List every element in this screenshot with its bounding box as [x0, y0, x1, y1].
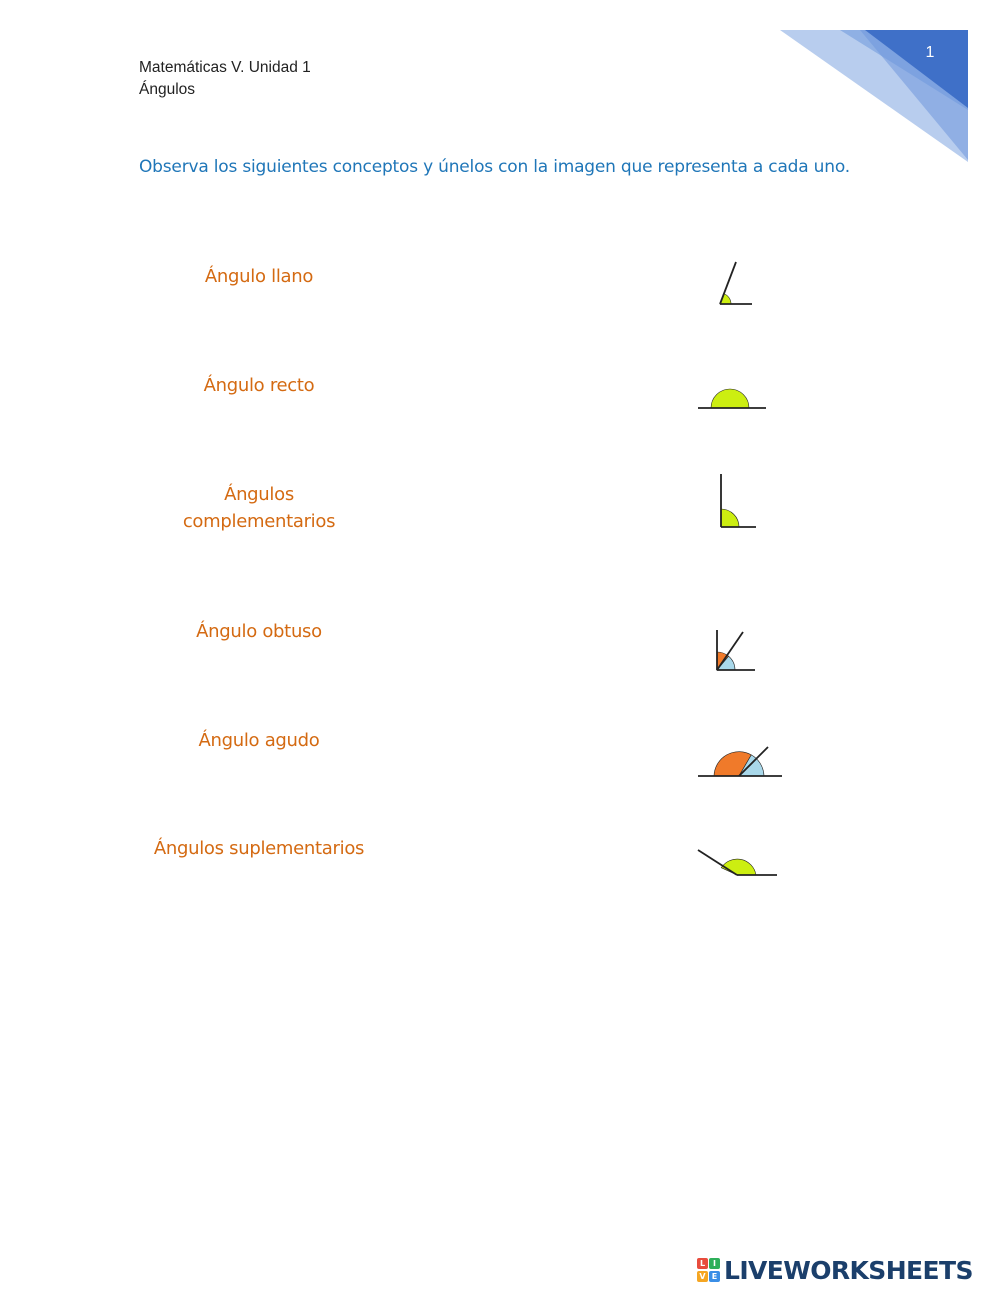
concept-label-line2: complementarios	[182, 511, 336, 532]
liveworksheets-logo	[697, 1255, 973, 1285]
obtuse-angle-icon[interactable]	[695, 840, 785, 885]
acute-angle-icon[interactable]	[700, 255, 770, 315]
complementary-angles-icon[interactable]	[700, 620, 770, 680]
logo-text: LIVEWORKSHEETS	[724, 1255, 973, 1285]
concept-item[interactable]	[140, 263, 378, 290]
document-topic: Ángulos	[139, 81, 196, 98]
concept-item[interactable]	[140, 835, 378, 862]
concept-label: Ángulo obtuso	[196, 621, 322, 642]
concept-item[interactable]	[140, 481, 378, 535]
concept-item[interactable]	[140, 618, 378, 645]
concept-label: Ángulo llano	[204, 266, 314, 287]
instruction-text: Observa los siguientes conceptos y únelos con la imagen que representa a cada uno.	[139, 157, 850, 177]
concept-item[interactable]	[140, 372, 378, 399]
supplementary-angles-icon[interactable]	[695, 742, 785, 782]
concept-label: Ángulos	[224, 484, 294, 505]
logo-blocks-icon: L I V E	[697, 1257, 721, 1283]
document-subject: Matemáticas V. Unidad 1	[139, 59, 311, 76]
concept-item[interactable]	[140, 727, 378, 754]
concept-label: Ángulo agudo	[198, 730, 320, 751]
page-number: 1	[925, 44, 935, 61]
right-angle-icon[interactable]	[700, 465, 770, 535]
concept-label: Ángulos suplementarios	[153, 838, 365, 859]
straight-angle-icon[interactable]	[695, 380, 770, 415]
concept-label: Ángulo recto	[203, 375, 315, 396]
